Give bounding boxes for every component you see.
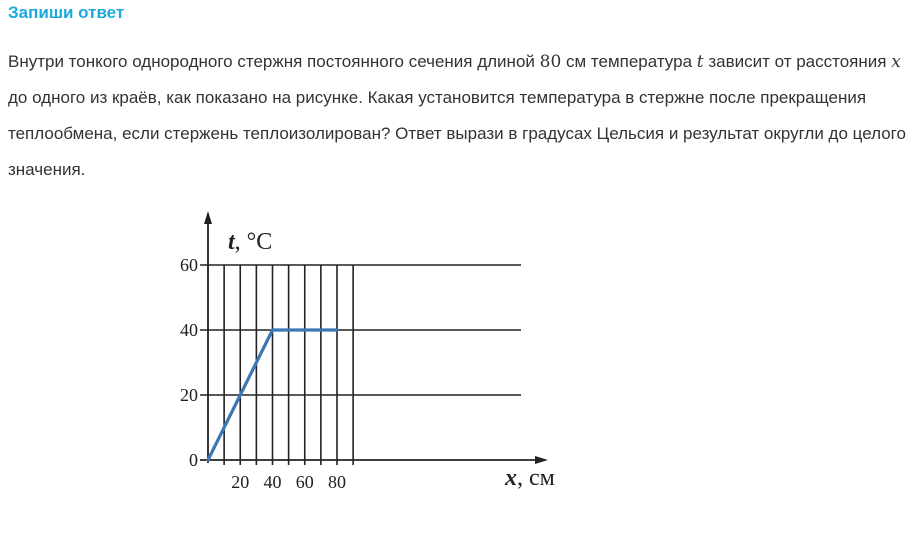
y-tick-label: 60: [180, 255, 198, 275]
task-text-part-1: Внутри тонкого однородного стержня постоянного сечения длиной: [8, 52, 540, 71]
temperature-variable: t: [696, 52, 704, 72]
y-axis-label: t, °C: [228, 229, 273, 255]
temperature-graph: [160, 205, 580, 505]
heading: Запиши ответ: [8, 3, 125, 22]
x-tick-label: 40: [263, 472, 282, 492]
chart-grid: [200, 265, 521, 460]
task-text-part-3: зависит от расстояния: [703, 52, 892, 71]
y-axis-arrow: [204, 211, 212, 224]
task-text-part-4: до одного из краёв, как показано на рисунке. Какая установится температура в стержне после прекращения теплообмена, если стержень теплоизолирован? Ответ вырази в градусах Цельсия и результат округли до целого значения.: [8, 88, 906, 179]
chart-labels: [228, 229, 555, 491]
y-tick-label: 0: [189, 450, 198, 470]
distance-variable: x: [891, 52, 901, 72]
x-axis-label: x, см: [505, 465, 555, 491]
x-tick-label: 60: [295, 472, 314, 492]
x-axis-arrow: [535, 456, 548, 464]
rod-length: 80: [539, 52, 562, 72]
y-tick-label: 40: [180, 320, 198, 340]
x-tick-label: 80: [328, 472, 346, 492]
chart-svg: [160, 205, 580, 505]
task-text-part-2: см температура: [561, 52, 697, 71]
x-tick-label: 20: [231, 472, 250, 492]
chart-ticks: [180, 255, 353, 492]
task-text: [8, 44, 908, 188]
y-tick-label: 20: [180, 385, 198, 405]
